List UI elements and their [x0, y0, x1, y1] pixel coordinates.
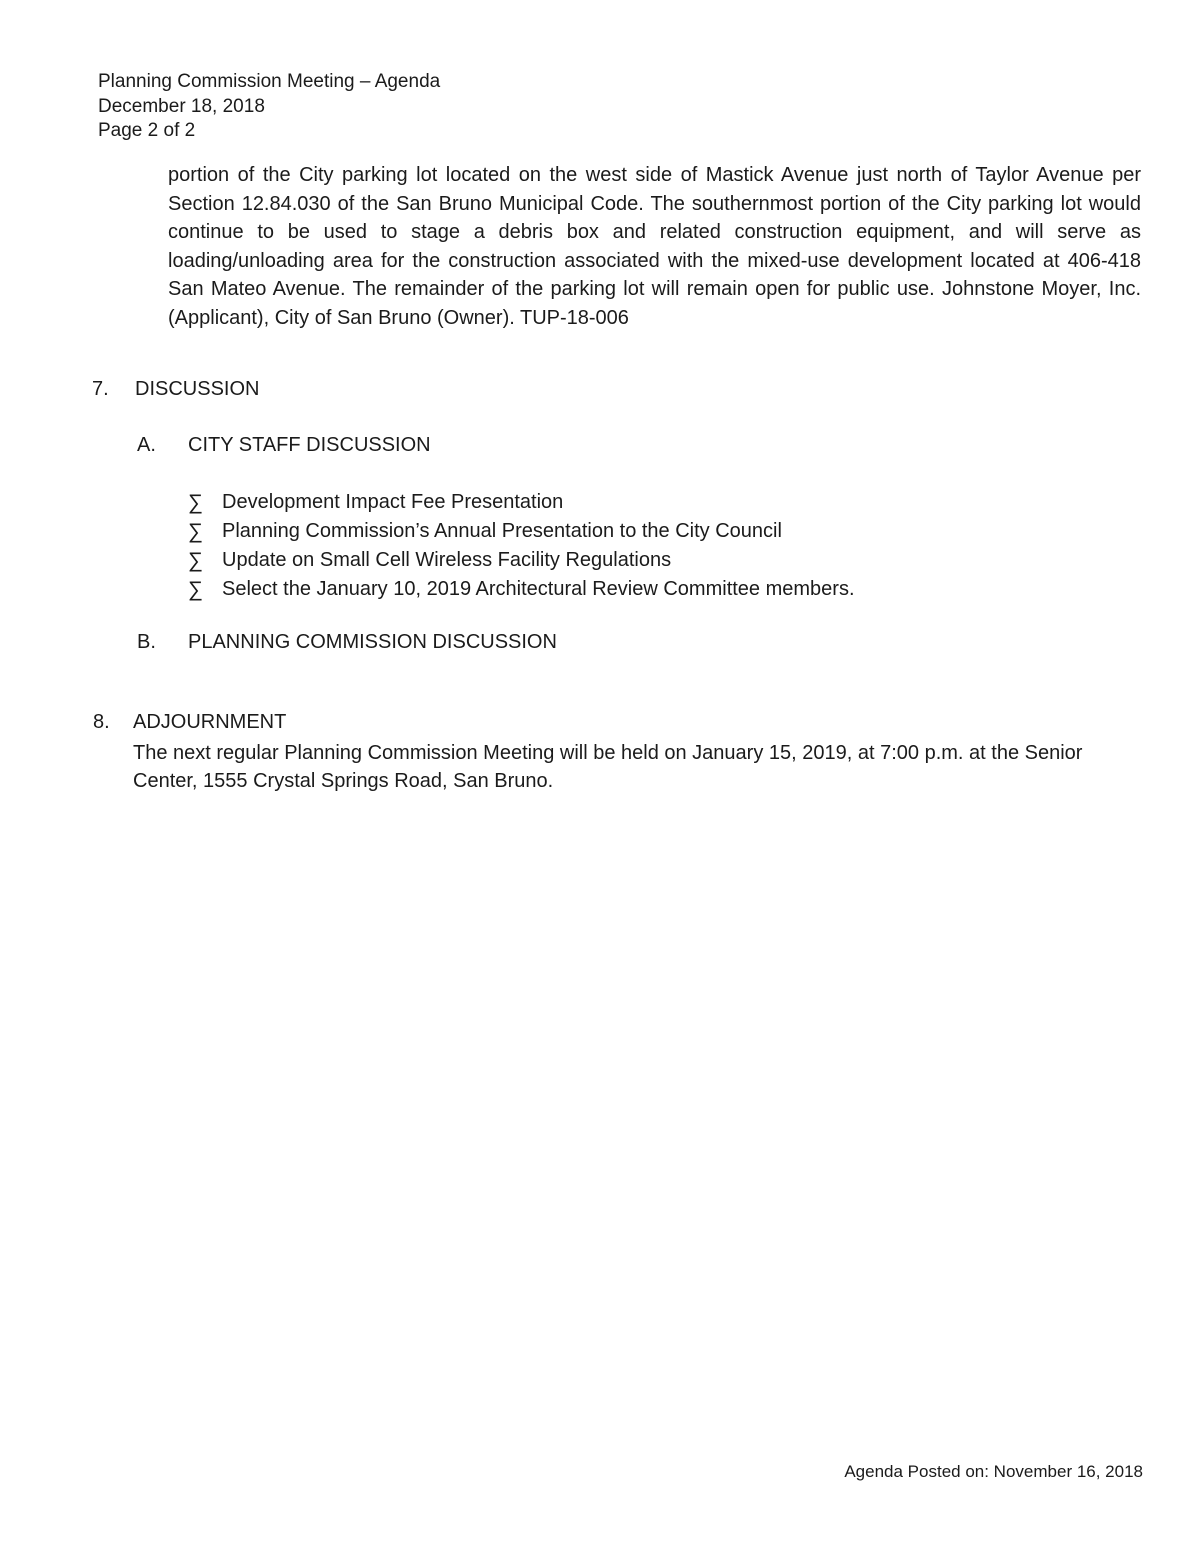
list-item: [188, 517, 855, 546]
list-item: [188, 546, 855, 575]
list-item-text: Development Impact Fee Presentation: [222, 491, 564, 513]
header-title: Planning Commission Meeting – Agenda: [98, 71, 441, 92]
staff-discussion-list: [188, 488, 855, 604]
sigma-bullet-icon: ∑: [188, 549, 203, 572]
section-7-heading: [92, 378, 259, 400]
continued-item-paragraph: portion of the City parking lot located on the west side of Mastick Avenue just north of Taylor Avenue per Section 12.84.030 of the San Bruno Municipal Code. The southernmost portion of the City parking lot would continue to be used to stage a debris box and related construction equipment, and will serve as loading/unloading area for the construction associated with the mixed-use development located at 406-418 San Mateo Avenue. The remainder of the parking lot will remain open for public use. Johnstone Moyer, Inc. (Applicant), City of San Bruno (Owner). TUP-18-006: [168, 164, 1141, 329]
list-item: [188, 575, 855, 604]
section-8-title: ADJOURNMENT: [133, 711, 287, 733]
subsection-a-letter: A.: [137, 434, 156, 456]
sigma-bullet-icon: ∑: [188, 520, 203, 543]
sigma-bullet-icon: ∑: [188, 491, 203, 514]
subsection-b-heading: [137, 631, 557, 653]
section-7-title: DISCUSSION: [135, 378, 260, 400]
adjournment-paragraph: The next regular Planning Commission Meeting will be held on January 15, 2019, at 7:00 p.m. at the Senior Center, 1555 Crystal Springs Road, San Bruno.: [133, 742, 1083, 793]
header-date: December 18, 2018: [98, 95, 265, 117]
list-item-text: Planning Commission’s Annual Presentation to the City Council: [222, 520, 782, 542]
subsection-b-title: PLANNING COMMISSION DISCUSSION: [188, 631, 557, 653]
list-item-text: Select the January 10, 2019 Architectural Review Committee members.: [222, 578, 855, 600]
subsection-b-letter: B.: [137, 631, 156, 653]
list-item-text: Update on Small Cell Wireless Facility Regulations: [222, 549, 672, 571]
header-page-number: Page 2 of 2: [98, 120, 196, 141]
section-7-number: 7.: [92, 378, 109, 400]
section-8-heading: [93, 711, 286, 733]
page-header: [98, 70, 440, 144]
section-8-number: 8.: [93, 711, 110, 733]
subsection-a-heading: [137, 434, 431, 456]
subsection-a-title: CITY STAFF DISCUSSION: [188, 434, 431, 456]
list-item: [188, 488, 855, 517]
sigma-bullet-icon: ∑: [188, 578, 203, 601]
agenda-posted-note: Agenda Posted on: November 16, 2018: [844, 1462, 1143, 1481]
